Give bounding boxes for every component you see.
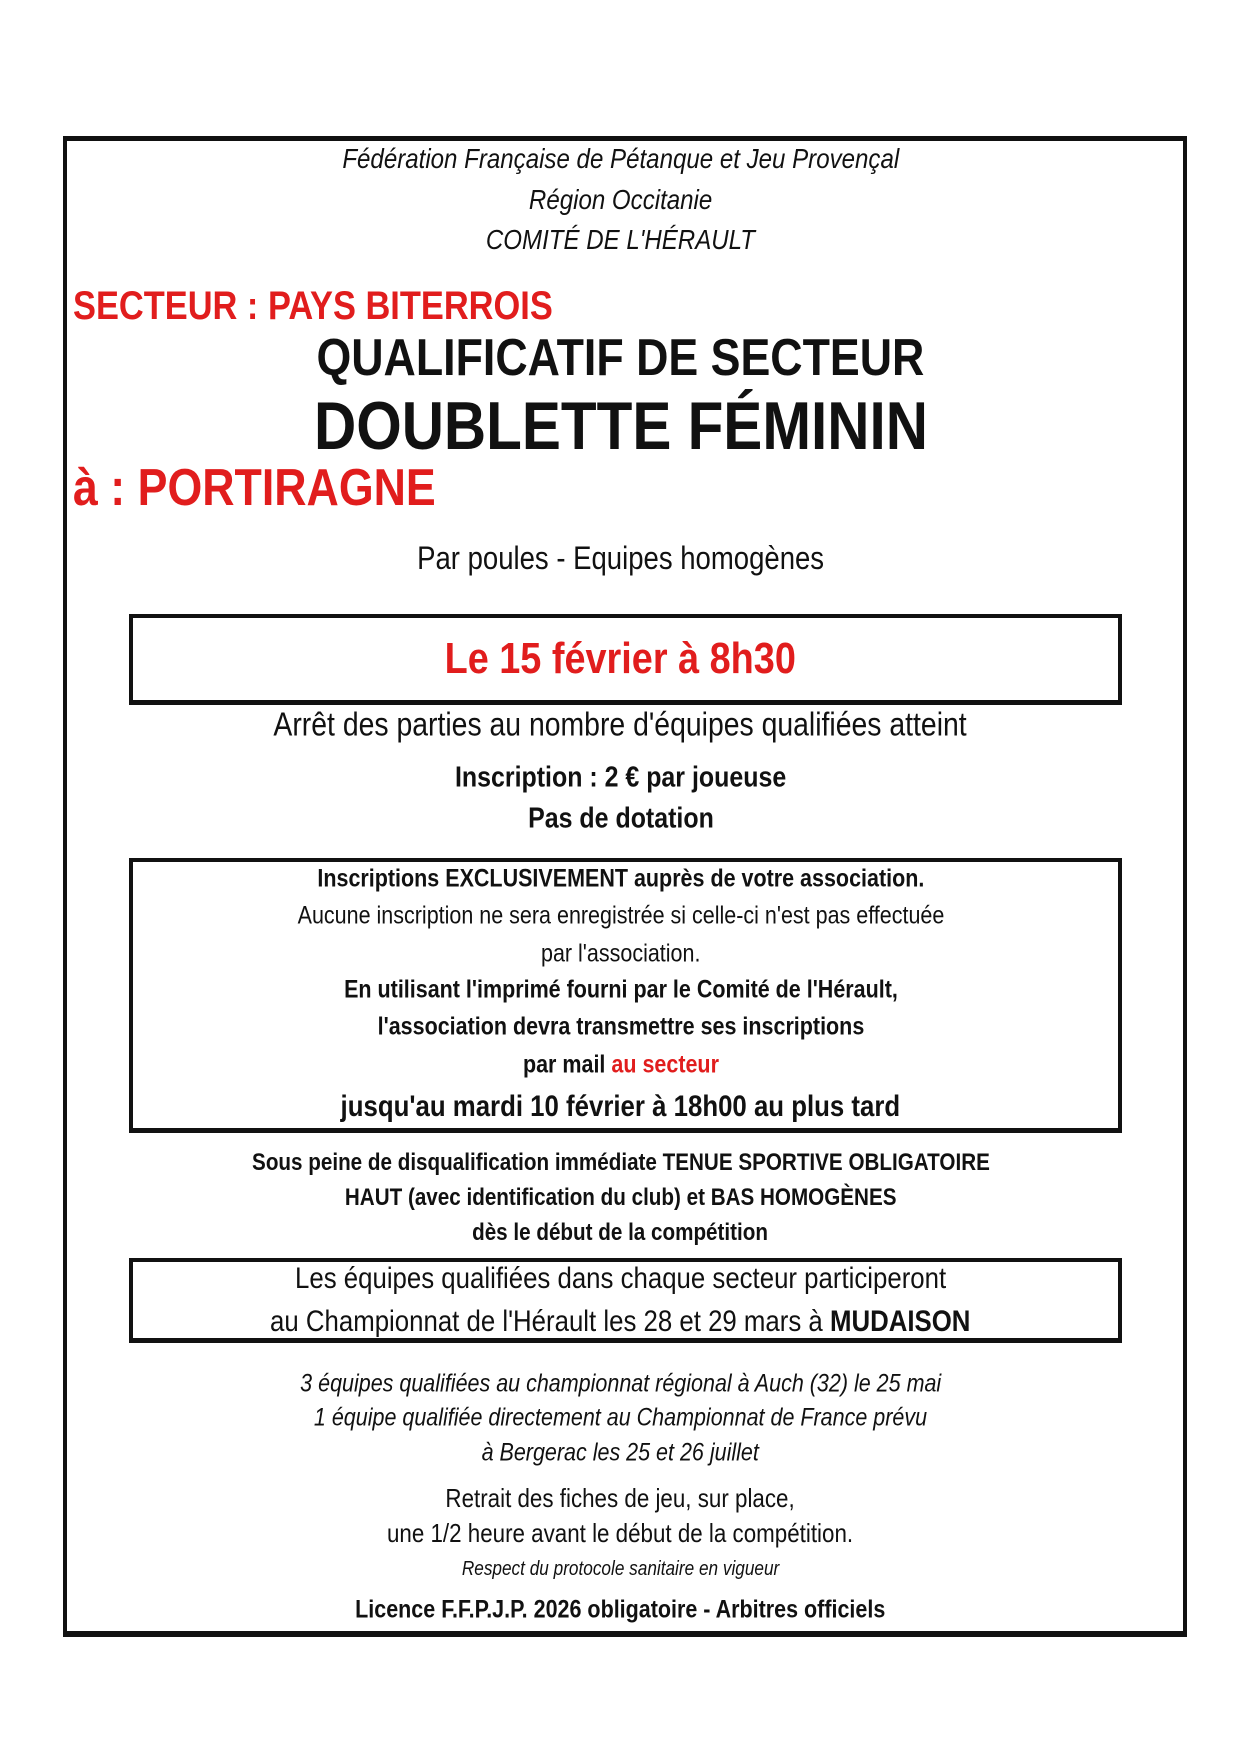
registration-line6 (0, 1050, 1241, 1079)
registration-line4-text: En utilisant l'imprimé fourni par le Comité de l'Hérault, (343, 975, 898, 1004)
registration-line1 (0, 864, 1241, 893)
stop-rule (0, 705, 1241, 743)
registration-line5-text: l'association devra transmettre ses inscriptions (377, 1012, 864, 1041)
registration-line4 (0, 975, 1241, 1004)
mail-prefix: par mail (522, 1050, 611, 1079)
secteur-text: SECTEUR : PAYS BITERROIS (73, 284, 553, 328)
sheets-line2-text: une 1/2 heure avant le début de la compétition. (387, 1518, 854, 1548)
dress-code-line1 (0, 1151, 1241, 1175)
registration-line5 (0, 1012, 1241, 1041)
title-line2: DOUBLETTE FÉMININ (313, 388, 928, 464)
qualifications-line3 (0, 1438, 1241, 1467)
championship-prefix: au Championnat de l'Hérault les 28 et 29 mars à (270, 1305, 831, 1338)
qualifications-line2-text: 1 équipe qualifiée directement au Championnat de France prévu (313, 1403, 928, 1432)
dotation (0, 802, 1241, 835)
dress-code-line3 (0, 1221, 1241, 1245)
sanitary-text: Respect du protocole sanitaire en vigueur (461, 1558, 780, 1580)
dress-code-line1-text: Sous peine de disqualification immédiate TENUE SPORTIVE OBLIGATOIRE (251, 1149, 990, 1176)
qualifications-line2 (0, 1403, 1241, 1432)
location-text: à : PORTIRAGNE (73, 459, 436, 517)
date-text (0, 634, 1241, 683)
format-text (0, 542, 1241, 574)
qualifications-line1 (0, 1369, 1241, 1398)
format-value: Par poules - Equipes homogènes (417, 540, 824, 576)
sanitary-note (0, 1559, 1241, 1579)
licence-text: Licence F.F.P.J.P. 2026 obligatoire - Arbitres officiels (355, 1595, 886, 1624)
deadline-text: jusqu'au mardi 10 février à 18h00 au plus tard (340, 1090, 901, 1123)
title-line1: QUALIFICATIF DE SECTEUR (316, 329, 925, 387)
date-value: Le 15 février à 8h30 (444, 634, 797, 683)
title-qualificatif (0, 329, 1241, 387)
fee (0, 761, 1241, 794)
sheets-line1 (0, 1485, 1241, 1511)
title-doublette (0, 388, 1241, 464)
region-text: Région Occitanie (528, 184, 713, 215)
federation-text: Fédération Française de Pétanque et Jeu Provençal (342, 143, 899, 174)
sheets-line2 (0, 1520, 1241, 1546)
fee-text: Inscription : 2 € par joueuse (454, 761, 787, 794)
location-label (73, 459, 495, 517)
championship-line1 (0, 1264, 1241, 1294)
dotation-text: Pas de dotation (527, 802, 714, 835)
stop-rule-text: Arrêt des parties au nombre d'équipes qualifiées atteint (273, 705, 968, 743)
qualifications-line3-text: à Bergerac les 25 et 26 juillet (481, 1438, 760, 1467)
registration-line3 (0, 939, 1241, 968)
federation-name (0, 145, 1241, 173)
dress-code-line2-text: HAUT (avec identification du club) et BAS HOMOGÈNES (344, 1184, 897, 1211)
championship-line1-text: Les équipes qualifiées dans chaque secteur participeront (294, 1262, 947, 1295)
region-name (0, 186, 1241, 214)
championship-venue: MUDAISON (830, 1305, 971, 1338)
sheets-line1-text: Retrait des fiches de jeu, sur place, (445, 1483, 796, 1513)
comite-text: COMITÉ DE L'HÉRAULT (485, 224, 756, 255)
mail-recipient: au secteur (610, 1050, 719, 1079)
registration-line1-text: Inscriptions EXCLUSIVEMENT auprès de votre association. (317, 864, 924, 893)
registration-deadline (0, 1092, 1241, 1122)
registration-line2-text: Aucune inscription ne sera enregistrée si celle-ci n'est pas effectuée (297, 901, 944, 930)
qualifications-line1-text: 3 équipes qualifiées au championnat régional à Auch (32) le 25 mai (299, 1369, 942, 1398)
dress-code-line2 (0, 1186, 1241, 1210)
secteur-label (73, 286, 631, 326)
registration-line2 (0, 901, 1241, 930)
comite-name (0, 226, 1241, 254)
registration-line3-text: par l'association. (540, 939, 701, 968)
dress-code-line3-text: dès le début de la compétition (472, 1219, 769, 1246)
championship-line2 (0, 1307, 1241, 1337)
licence-note (0, 1595, 1241, 1624)
